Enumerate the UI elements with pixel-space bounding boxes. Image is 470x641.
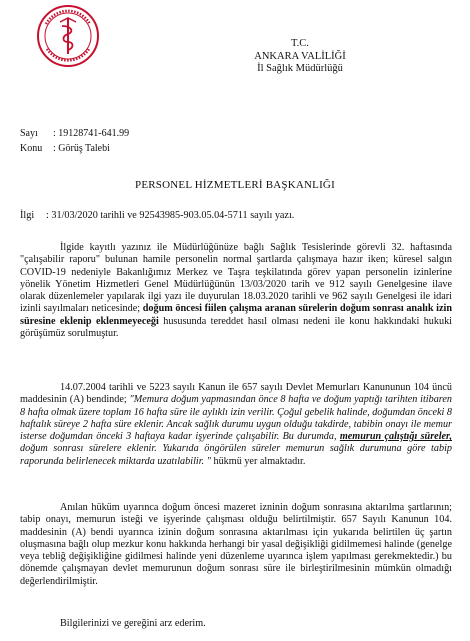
paragraph-2 <box>20 382 452 468</box>
paragraph-3-text: Anılan hüküm uyarınca doğum öncesi mazeret izninin doğum sonrasına aktarılma şartlarının; tabip onayı, memurun isteği ve işyerinde çalışması olduğu belirtilmiştir. 657 Sayılı Kanunun 104. maddesinin (A) bendi uyarınca izinin doğum sonrasına aktarılması için yukarıda belirtilen üç şartın oluşmasına bağlı olup mezkur konu hakkında herhangi bir yasal değişikliği gidilmemesi halinde (genelge veya tebliğ değişikliğine gidilmesi halinde yeni düzenleme uyarınca işlem yapılması gerekmektedir.) bu dönemde çalışmayan devlet memurunun doğum sonrası süre ile birleştirilmesinin mümkün olmadığı değerlendirilmiştir. <box>20 502 452 587</box>
paragraph-1 <box>20 242 452 340</box>
subject-row <box>20 143 110 155</box>
paragraph-2-quote-emphasis: memurun çalıştığı süreler, <box>339 431 453 443</box>
related-reference-value: : 31/03/2020 tarihli ve 92543985-903.05.04-5711 sayılı yazı. <box>46 210 295 221</box>
reference-number-row <box>20 128 129 140</box>
reference-number-value: : 19128741-641.99 <box>53 128 130 139</box>
subject-value: : Görüş Talebi <box>53 143 110 154</box>
related-reference-label: İlgi <box>20 210 35 221</box>
paragraph-2-tail: hükmü yer almaktadır. <box>213 455 306 467</box>
paragraph-3 <box>20 502 452 588</box>
paragraph-1-bold: doğum öncesi fiilen çalışma aranan sürelerin doğum sonrası analık izin süresine eklenip eklenmeyeceği <box>20 303 452 327</box>
letterhead-governorship: ANKARA VALİLİĞİ <box>254 50 346 62</box>
ministry-of-health-seal-icon <box>36 4 100 68</box>
recipient-title: PERSONEL HİZMETLERİ BAŞKANLIĞI <box>135 179 335 191</box>
letterhead-directorate: İl Sağlık Müdürlüğü <box>257 63 343 74</box>
paragraph-2-text: 14.07.2004 tarihli ve 5223 sayılı Kanun ile 657 sayılı Devlet Memurları Kanununun 104 üncü maddesinin (A) bendinde; <box>20 382 452 406</box>
related-reference-row <box>20 210 294 221</box>
paragraph-2-quote-end: doğum sonrası sürelere eklenir. Yukarıda öngörülen süreler memurun sağlık durumuna göre tabip raporunda belirlenecek miktarda uzatılabilir. " <box>20 443 452 467</box>
paragraph-1-text: İlgide kayıtlı yazınız ile Müdürlüğünüze bağlı Sağlık Tesislerinde görevli 32. haftasında "çalışabilir raporu" bulunan hamile personelin normal şartlarda çalışmaya hazır iken; küresel salgın COVID-19 nedeniyle Bakanlığımız Merkez ve Taşra teşkilatında görev yapan personelin izinlerine yönelik Yönetim Hizmetleri Genel Müdürlüğünün 13/03/2020 tarih ve 912 sayılı Genelgesine ilave olarak düzenlemeler yapılarak ilgi yazı ile duyurulan 18.03.2020 tarihli ve 962 sayılı Genelgesi ile idari izinli sayılmaları neticesinde; <box>20 242 452 315</box>
subject-label: Konu <box>20 143 43 154</box>
letterhead-country: T.C. <box>291 38 309 49</box>
letterhead <box>160 38 440 76</box>
paragraph-1-tail: hususunda tereddet hasıl olması nedeni ile konu hakkındaki hukuki görüşümüz sorulmuştur. <box>20 315 452 340</box>
closing-line: Bilgilerinizi ve gereğini arz ederim. <box>60 618 206 629</box>
paragraph-2-quote: "Memura doğum yapmasından önce 8 hafta ve doğum yaptığı tarihten itibaren 8 hafta olmak üzere toplam 16 hafta süre ile aylıklı izin verilir. Çoğul gebelik halinde, doğumdan önceki 8 haftalık süreye 2 hafta süre eklenir. Ancak sağlık durumu uygun olduğu takdirde, tabibin onayı ile memur isterse doğumdan önceki 3 haftaya kadar işyerinde çalışabilir. Bu durumda, <box>20 394 453 443</box>
reference-number-label: Sayı <box>20 128 38 139</box>
